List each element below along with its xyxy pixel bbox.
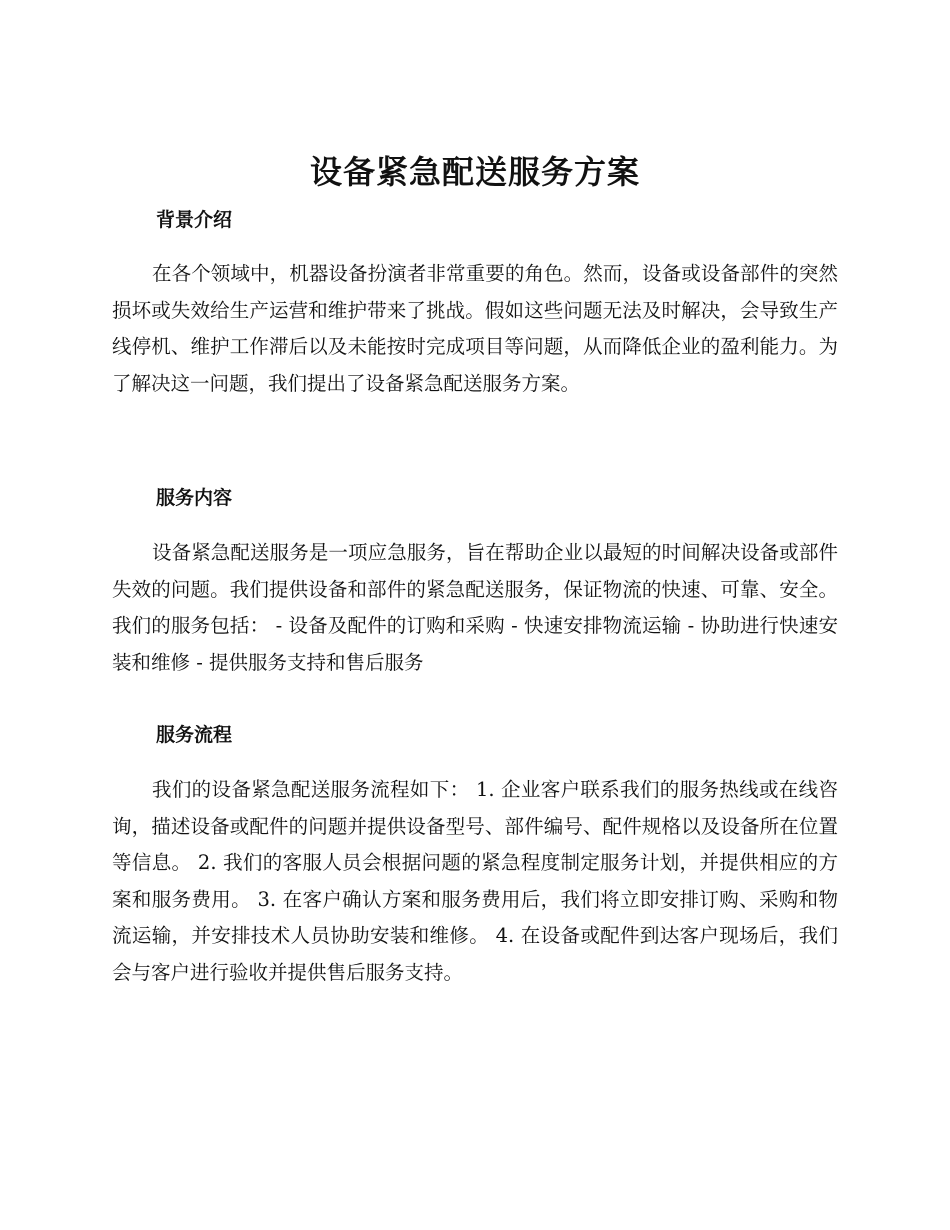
section-paragraph-service-process: 我们的设备紧急配送服务流程如下： 1. 企业客户联系我们的服务热线或在线咨询，描述设备或配件的问题并提供设备型号、部件编号、配件规格以及设备所在位置等信息。 2. 我们的客服人员会根据问题的紧急程度制定服务计划，并提供相应的方案和服务费用。 3. 在客户确认方案和服务费用后，我们将立即安排订购、采购和物流运输，并安排技术人员协助安装和维修。 4. 在设备或配件到达客户现场后，我们会与客户进行验收并提供售后服务支持。: [112, 778, 838, 984]
section-heading-service-content: 服务内容: [156, 487, 233, 509]
document-title: 设备紧急配送服务方案: [309, 153, 640, 191]
section-paragraph-background: 在各个领域中，机器设备扮演者非常重要的角色。然而，设备或设备部件的突然损坏或失效给生产运营和维护带来了挑战。假如这些问题无法及时解决，会导致生产线停机、维护工作滞后以及未能按时完成项目等问题，从而降低企业的盈利能力。为了解决这一问题，我们提出了设备紧急配送服务方案。: [112, 262, 838, 395]
section-paragraph-service-content: 设备紧急配送服务是一项应急服务，旨在帮助企业以最短的时间解决设备或部件失效的问题。我们提供设备和部件的紧急配送服务，保证物流的快速、可靠、安全。我们的服务包括： - 设备及配件的订购和采购 - 快速安排物流运输 - 协助进行快速安装和维修 - 提供服务支持和售后服务: [112, 541, 838, 674]
section-heading-service-process: 服务流程: [156, 724, 233, 746]
section-heading-background: 背景介绍: [156, 209, 233, 231]
